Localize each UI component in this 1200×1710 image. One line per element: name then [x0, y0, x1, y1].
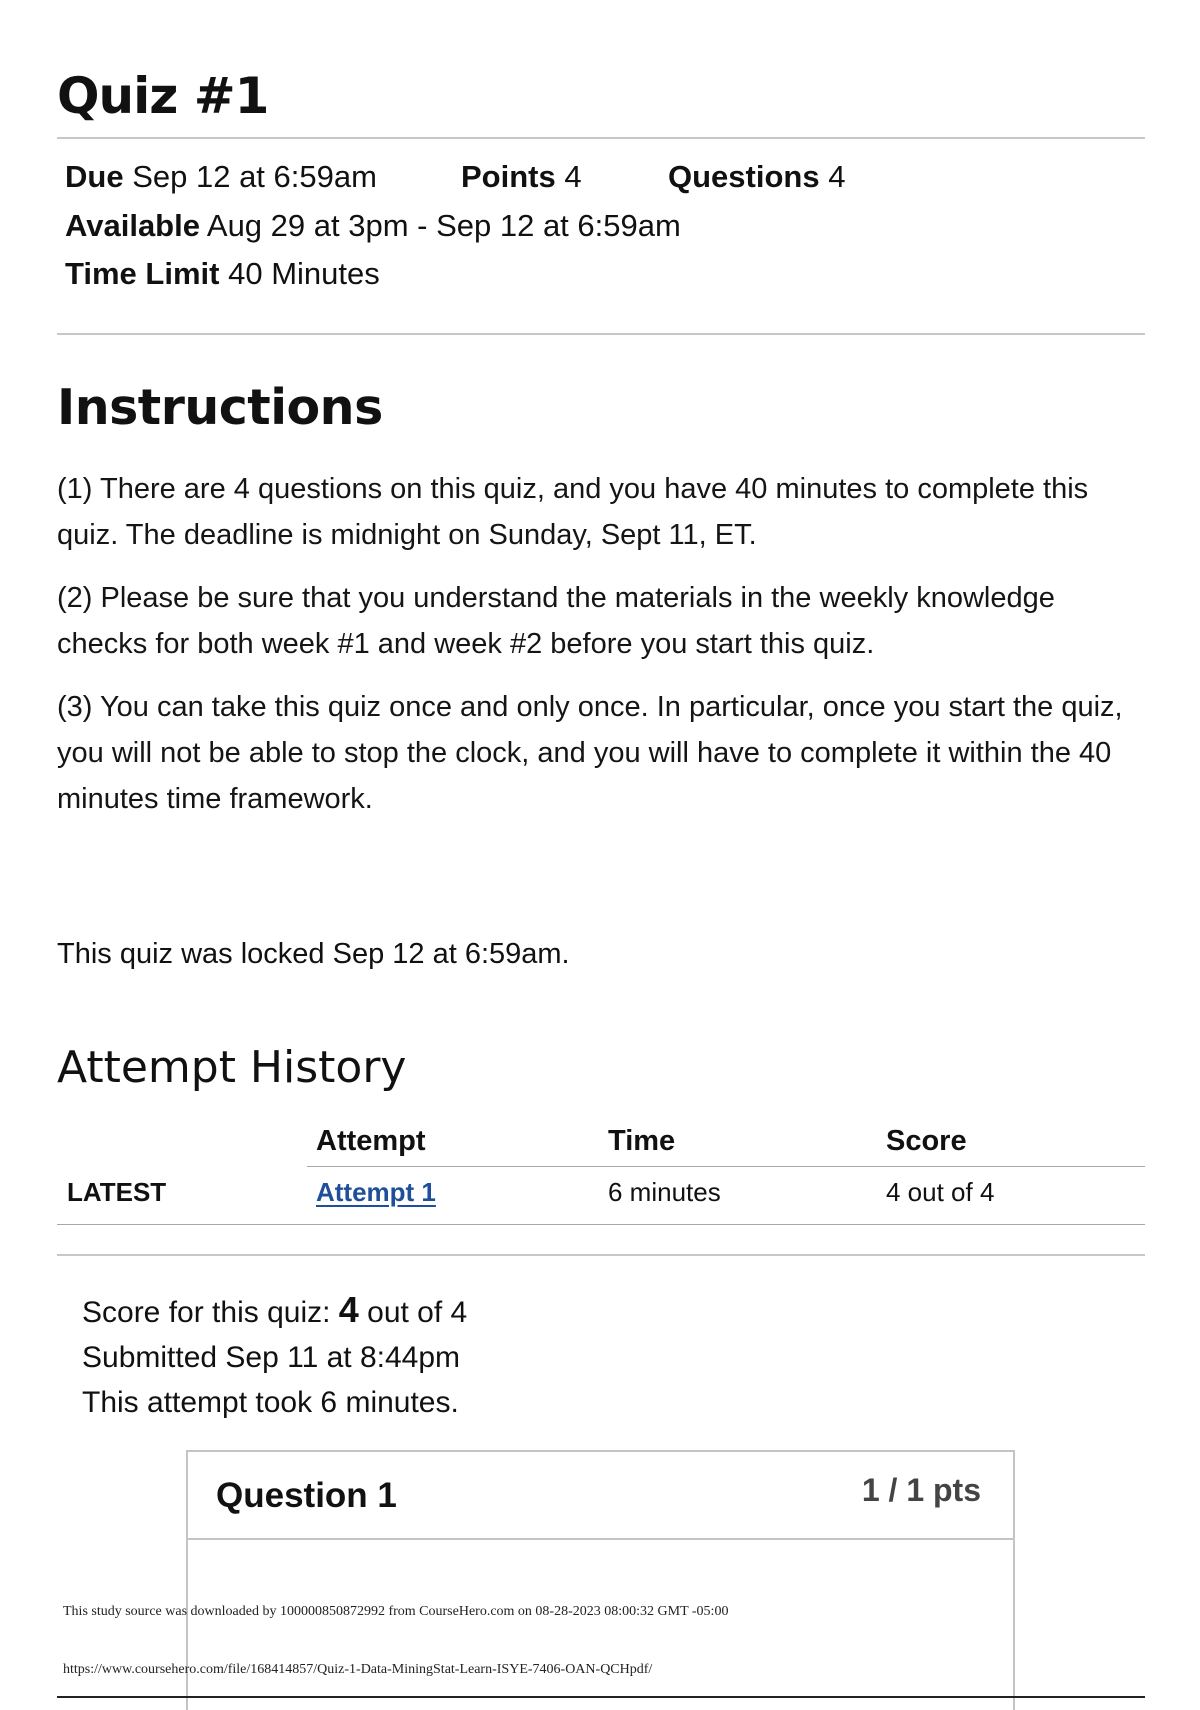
- instruction-item: (1) There are 4 questions on this quiz, and you have 40 minutes to complete this quiz. The deadline is midnight on Sunday, Sept 11, ET.: [57, 473, 1089, 551]
- points-info: [461, 157, 582, 197]
- page-title: Quiz #1: [57, 67, 269, 125]
- column-header-time: Time: [608, 1125, 676, 1157]
- source-url: https://www.coursehero.com/file/168414857/Quiz-1-Data-MiningStat-Learn-ISYE-7406-OAN-QCHpdf/: [63, 1662, 653, 1677]
- questions-label: Questions: [668, 159, 820, 194]
- question-points: 1 / 1 pts: [861, 1472, 981, 1508]
- table-header-rule: [307, 1166, 1145, 1167]
- points-label: Points: [461, 159, 556, 194]
- divider: [57, 333, 1145, 335]
- attempt-history-title: Attempt History: [57, 1042, 407, 1093]
- available-label: Available: [65, 208, 200, 243]
- due-info: [65, 157, 377, 197]
- instruction-item: (3) You can take this quiz once and only once. In particular, once you start the quiz, you will not be able to stop the clock, and you will have to complete it within the 40 minutes time framework.: [57, 691, 1123, 815]
- time-cell: 6 minutes: [608, 1177, 721, 1207]
- score-cell: 4 out of 4: [886, 1177, 995, 1207]
- table-bottom-rule: [57, 1224, 1145, 1225]
- time-limit-info: [65, 254, 380, 294]
- points-value: 4: [564, 159, 582, 194]
- download-notice: This study source was downloaded by 100000850872992 from CourseHero.com on 08-28-2023 08:00:32 GMT -05:00: [63, 1604, 729, 1619]
- due-label: Due: [65, 159, 124, 194]
- due-value: Sep 12 at 6:59am: [132, 159, 377, 194]
- attempt-1-link[interactable]: Attempt 1: [316, 1177, 436, 1207]
- latest-badge: LATEST: [67, 1177, 167, 1207]
- instructions-title: Instructions: [57, 379, 383, 436]
- time-limit-value: 40 Minutes: [228, 256, 380, 291]
- quiz-meta-row-1: [65, 157, 1065, 197]
- footer-divider: [57, 1696, 1145, 1698]
- questions-info: [668, 157, 845, 197]
- locked-message: This quiz was locked Sep 12 at 6:59am.: [57, 938, 570, 970]
- quiz-score-summary: [82, 1290, 467, 1333]
- available-info: [65, 206, 681, 246]
- time-limit-label: Time Limit: [65, 256, 220, 291]
- instruction-item: (2) Please be sure that you understand the materials in the weekly knowledge checks for both week #1 and week #2 before you start this quiz.: [57, 582, 1055, 660]
- questions-value: 4: [828, 159, 846, 194]
- attempt-duration: This attempt took 6 minutes.: [82, 1386, 459, 1419]
- submitted-time: Submitted Sep 11 at 8:44pm: [82, 1341, 461, 1374]
- available-value: Aug 29 at 3pm - Sep 12 at 6:59am: [206, 208, 681, 243]
- quiz-page: [57, 0, 1145, 1700]
- question-title: Question 1: [216, 1476, 397, 1515]
- question-header: [188, 1452, 1013, 1540]
- score-suffix: out of 4: [358, 1296, 468, 1329]
- column-header-attempt: Attempt: [316, 1125, 426, 1157]
- score-value: 4: [338, 1289, 359, 1330]
- attempt-cell: [316, 1174, 436, 1210]
- column-header-score: Score: [886, 1125, 967, 1157]
- divider: [57, 1254, 1145, 1256]
- score-prefix: Score for this quiz:: [82, 1296, 339, 1329]
- divider: [57, 137, 1145, 139]
